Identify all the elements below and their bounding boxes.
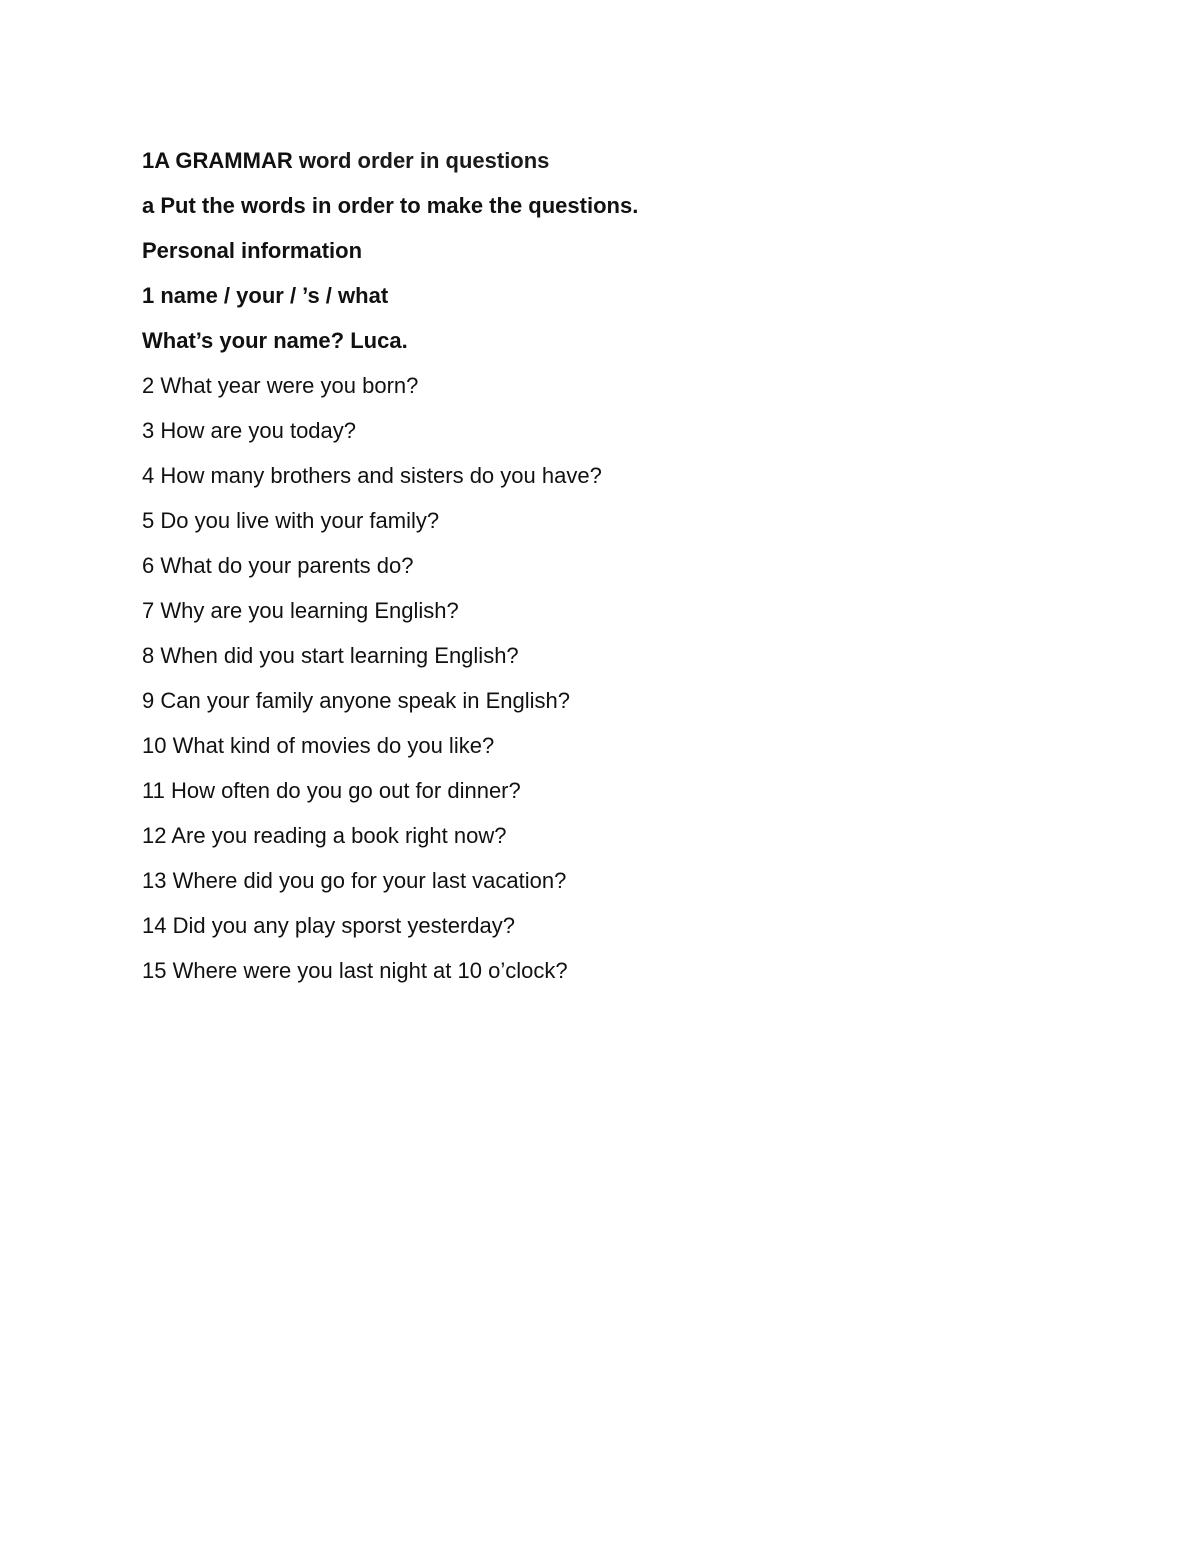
question-item: 14 Did you any play sporst yesterday? <box>142 913 515 938</box>
question-item: 4 How many brothers and sisters do you have? <box>142 463 602 488</box>
document-page <box>142 138 1142 993</box>
question-item: 5 Do you live with your family? <box>142 508 440 533</box>
section-title: Personal information <box>142 238 363 263</box>
question-item: 12 Are you reading a book right now? <box>142 823 507 848</box>
heading <box>142 138 1142 183</box>
heading-topic: word order in questions <box>292 148 550 173</box>
question-item: 13 Where did you go for your last vacation? <box>142 868 567 893</box>
question-item: 8 When did you start learning English? <box>142 643 519 668</box>
question-item: 2 What year were you born? <box>142 373 419 398</box>
question-item: 6 What do your parents do? <box>142 553 414 578</box>
question-item: 3 How are you today? <box>142 418 357 443</box>
instruction: a Put the words in order to make the questions. <box>142 193 639 218</box>
heading-code: 1A GRAMMAR <box>142 148 293 173</box>
question-item: 10 What kind of movies do you like? <box>142 733 495 758</box>
question-item: 7 Why are you learning English? <box>142 598 459 623</box>
question-item: 9 Can your family anyone speak in English? <box>142 688 571 713</box>
example-answer: What’s your name? Luca. <box>142 328 408 353</box>
question-item: 11 How often do you go out for dinner? <box>142 778 521 803</box>
example-prompt: 1 name / your / ’s / what <box>142 283 389 308</box>
question-item: 15 Where were you last night at 10 o’clock? <box>142 958 568 983</box>
